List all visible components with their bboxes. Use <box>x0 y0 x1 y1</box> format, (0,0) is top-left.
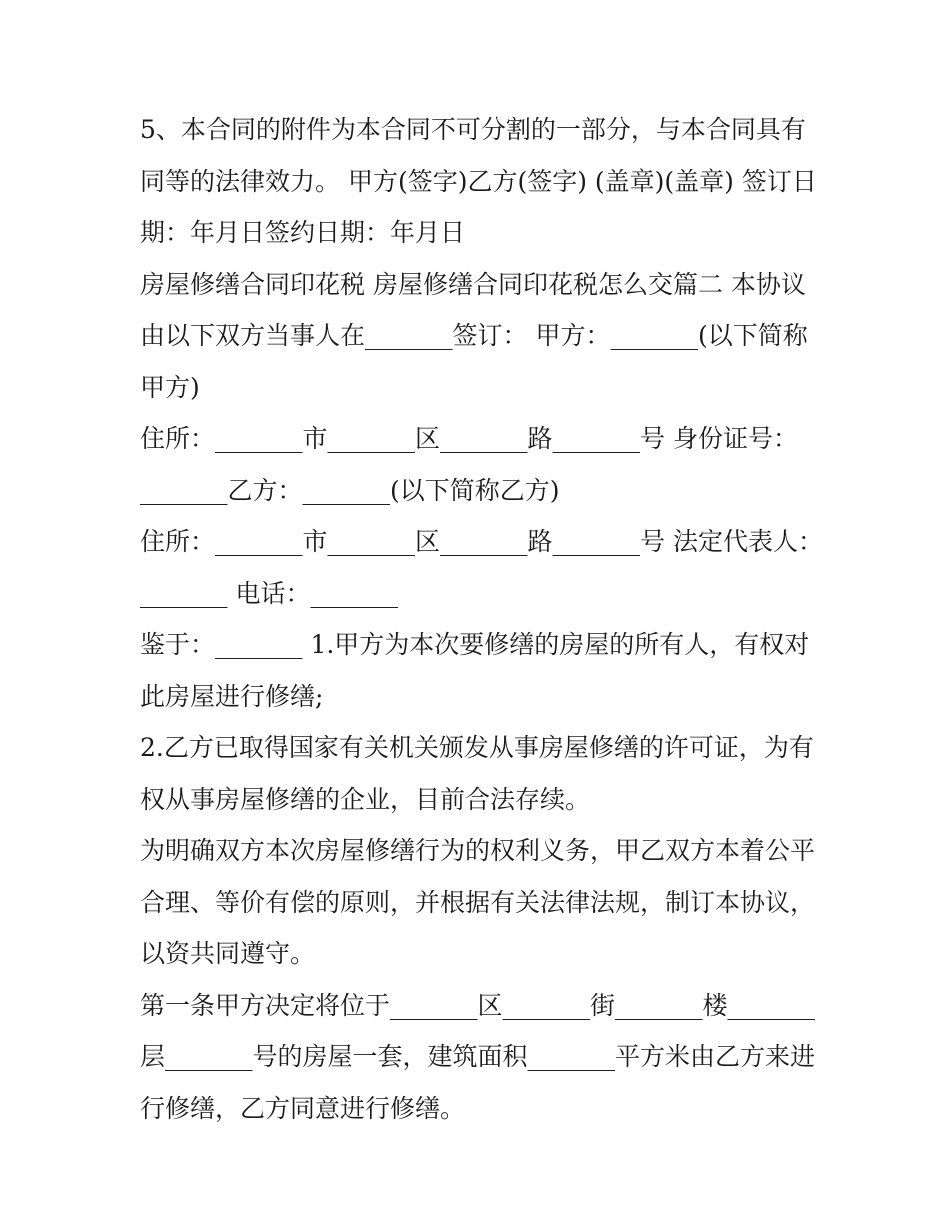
text-line: 同等的法律效力。 甲方(签字)乙方(签字) (盖章)(盖章) 签订日 <box>140 166 817 196</box>
text-line: 住所：_______市_______区_______路_______号 法定代表人： <box>140 527 823 556</box>
text-line: 为明确双方本次房屋修缮行为的权利义务，甲乙双方本着公平 <box>140 836 816 865</box>
text-line: 鉴于：_______ 1.甲方为本次要修缮的房屋的所有人，有权对 <box>140 630 810 659</box>
text-line: 层_______号的房屋一套，建筑面积_______平方米由乙方来进 <box>140 1042 816 1071</box>
text-line: 房屋修缮合同印花税 房屋修缮合同印花税怎么交篇二 本协议 <box>140 269 806 299</box>
text-line: 合理、等价有偿的原则，并根据有关法律法规，制订本协议， <box>140 887 816 917</box>
text-line: _______ 电话：_______ <box>140 578 398 608</box>
text-line: 甲方) <box>140 372 200 402</box>
text-line: 5、本合同的附件为本合同不可分割的一部分，与本合同具有 <box>140 115 806 144</box>
text-line: _______乙方：_______(以下简称乙方) <box>140 475 560 505</box>
text-line: 期：年月日签约日期：年月日 <box>140 218 466 247</box>
text-line: 权从事房屋修缮的企业，目前合法存续。 <box>140 784 591 814</box>
text-line: 第一条甲方决定将位于_______区_______街_______楼_______ <box>140 990 816 1020</box>
text-line: 2.乙方已取得国家有关机关颁发从事房屋修缮的许可证，为有 <box>140 733 814 762</box>
text-line: 此房屋进行修缮; <box>140 681 324 711</box>
document-body <box>140 104 823 1134</box>
text-line: 行修缮，乙方同意进行修缮。 <box>140 1093 466 1123</box>
text-line: 由以下双方当事人在_______签订： 甲方：_______(以下简称 <box>140 321 808 350</box>
text-line: 住所：_______市_______区_______路_______号 身份证号： <box>140 424 798 453</box>
text-line: 以资共同遵守。 <box>140 939 316 968</box>
